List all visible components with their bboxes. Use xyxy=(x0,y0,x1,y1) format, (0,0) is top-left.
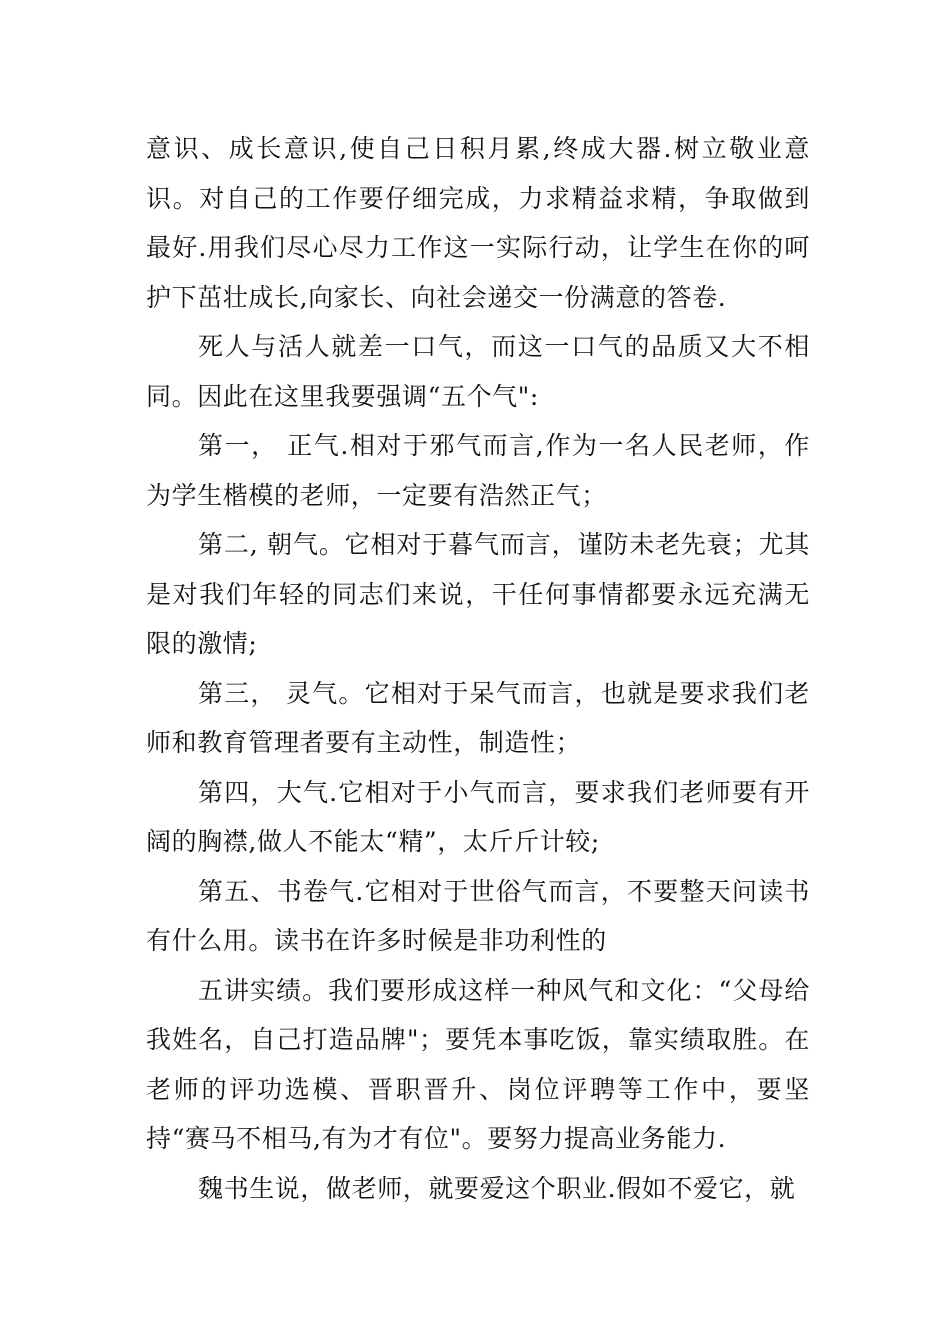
paragraph-five-qi-intro: 死人与活人就差一口气，而这一口气的品质又大不相同。因此在这里我要强调“五个气": xyxy=(146,332,810,411)
paragraph-continued: 意识、成长意识,使自己日积月累,终成大器.树立敬业意识。对自己的工作要仔细完成，力求精益求精，争取做到最好.用我们尽心尽力工作这一实际行动，让学生在你的呵护下茁壮成长,向家长、向社会递交一份满意的答卷. xyxy=(146,134,810,312)
paragraph-achievements: 五讲实绩。我们要形成这样一种风气和文化：“父母给我姓名，自己打造品牌"；要凭本事吃饭，靠实绩取胜。在老师的评功选模、晋职晋升、岗位评聘等工作中，要坚持“赛马不相马,有为才有位"。要努力提高业务能力. xyxy=(146,975,810,1153)
paragraph-fourth-qi: 第四，大气.它相对于小气而言，要求我们老师要有开阔的胸襟,做人不能太“精”，太斤斤计较; xyxy=(146,777,810,856)
paragraph-second-qi: 第二, 朝气。它相对于暮气而言，谨防未老先衰；尤其是对我们年轻的同志们来说，干任何事情都要永远充满无限的激情; xyxy=(146,530,810,658)
paragraph-third-qi: 第三， 灵气。它相对于呆气而言，也就是要求我们老师和教育管理者要有主动性，制造性； xyxy=(146,678,810,757)
document-body xyxy=(146,124,810,1213)
paragraph-wei-shusheng: 魏书生说，做老师，就要爱这个职业.假如不爱它，就 xyxy=(198,1173,796,1203)
paragraph-fifth-qi: 第五、书卷气.它相对于世俗气而言，不要整天问读书有什么用。读书在许多时候是非功利性的 xyxy=(146,876,810,955)
paragraph-first-qi: 第一， 正气.相对于邪气而言,作为一名人民老师，作为学生楷模的老师，一定要有浩然正气； xyxy=(146,431,810,510)
